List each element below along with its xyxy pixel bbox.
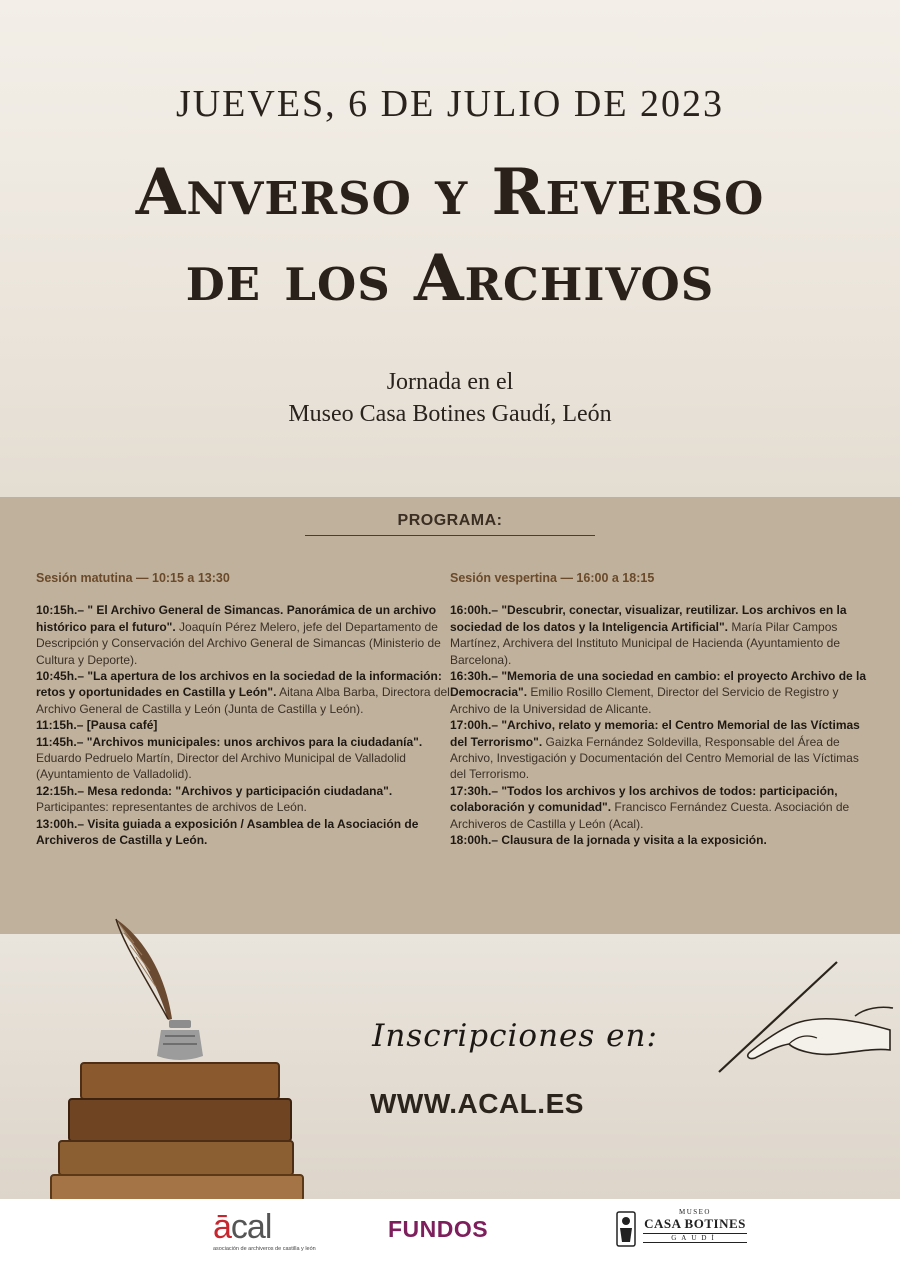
programme-item-title: 16:30h.– "Memoria de una sociedad en cambio: el proyecto Archivo de la Democracia". bbox=[450, 669, 867, 700]
acal-logo-subtitle: asociación de archiveros de castilla y león bbox=[213, 1246, 316, 1252]
event-subtitle bbox=[0, 366, 900, 430]
programme-item bbox=[36, 783, 456, 816]
afternoon-items bbox=[450, 602, 872, 848]
event-date: JUEVES, 6 DE JULIO DE 2023 bbox=[175, 83, 725, 125]
programme-divider bbox=[305, 535, 595, 536]
programme-item-title: 11:45h.– "Archivos municipales: unos archivos para la ciudadanía". bbox=[36, 734, 423, 749]
books-illustration bbox=[50, 1050, 310, 1200]
programme-item bbox=[450, 783, 872, 832]
programme-item-detail: María Pilar Campos Martínez, Archivera del Instituto Municipal de Hacienda (Ayuntamiento de Barcelona). bbox=[450, 619, 840, 667]
registration-label: Inscripciones en: bbox=[372, 1018, 658, 1054]
acal-logo bbox=[213, 1208, 316, 1256]
programme-item-detail: Aitana Alba Barba, Directora del Archivo General de Castilla y León (Junta de Castilla y León). bbox=[36, 685, 450, 716]
programme-item bbox=[36, 668, 456, 717]
programme-item bbox=[36, 734, 456, 783]
book-icon bbox=[50, 1174, 304, 1202]
programme-item bbox=[450, 602, 872, 668]
programme-item bbox=[36, 816, 456, 849]
programme-item-title: 12:15h.– Mesa redonda: "Archivos y participación ciudadana". bbox=[36, 783, 393, 798]
museo-gaudi: GAUDÍ bbox=[643, 1233, 747, 1243]
afternoon-session bbox=[450, 570, 872, 849]
writing-hand-icon bbox=[705, 960, 895, 1080]
subtitle-line-2: Museo Casa Botines Gaudí, León bbox=[288, 401, 612, 427]
programme-heading: PROGRAMA: bbox=[397, 512, 503, 529]
programme-item-title: 17:00h.– "Archivo, relato y memoria: el Centro Memorial de las Víctimas del Terrorismo". bbox=[450, 718, 860, 749]
programme-item-title: 17:30h.– "Todos los archivos y los archivos de todos: participación, colaboración y comunidad". bbox=[450, 783, 838, 815]
programme-item-title: 13:00h.– Visita guiada a exposición / Asamblea de la Asociación de Archiveros de Castilla y León. bbox=[36, 816, 419, 848]
programme-item bbox=[450, 717, 872, 783]
morning-items bbox=[36, 602, 456, 848]
programme-item-title: 16:00h.– "Descubrir, conectar, visualizar, reutilizar. Los archivos en la sociedad de los datos y la Inteligencia Artificial". bbox=[450, 603, 847, 634]
morning-session-heading: Sesión matutina — 10:15 a 13:30 bbox=[36, 571, 230, 585]
registration-url-link[interactable]: WWW.ACAL.ES bbox=[370, 1088, 584, 1119]
knight-emblem-icon bbox=[615, 1210, 637, 1248]
programme-item-detail: Eduardo Pedruelo Martín, Director del Archivo Municipal de Valladolid (Ayuntamiento de Valladolid). bbox=[36, 751, 406, 782]
programme-item-detail: Joaquín Pérez Melero, jefe del Departamento de Descripción y Conservación del Archivo General de Simancas (Ministerio de Cultura y Deporte). bbox=[36, 619, 441, 667]
programme-item-title: 10:45h.– "La apertura de los archivos en la sociedad de la información: retos y oportunidades en Castilla y León". bbox=[36, 669, 442, 700]
museo-name: CASA BOTINES bbox=[644, 1216, 746, 1231]
title-line-2: de los Archivos bbox=[185, 241, 715, 316]
fundos-logo: FUNDOS bbox=[388, 1216, 489, 1242]
acal-logo-a: ā bbox=[213, 1208, 231, 1246]
programme-item-detail: Gaizka Fernández Soldevilla, Responsable del Área de Archivo, Investigación y Documentación del Centro Memorial de las Víctimas del Terrorismo. bbox=[450, 734, 859, 782]
book-icon bbox=[80, 1062, 280, 1100]
programme-item-detail: Participantes: representantes de archivos de León. bbox=[36, 800, 307, 815]
programme-item-title: 10:15h.– " El Archivo General de Simancas. Panorámica de un archivo histórico para el futuro". bbox=[36, 603, 437, 634]
acal-logo-text: cal bbox=[230, 1208, 272, 1246]
programme-item bbox=[36, 717, 456, 733]
subtitle-line-1: Jornada en el bbox=[386, 369, 514, 395]
programme-item bbox=[36, 602, 456, 668]
museo-label: MUSEO bbox=[678, 1208, 711, 1216]
programme-item-title: 11:15h.– [Pausa café] bbox=[36, 718, 158, 733]
title-line-1: Anverso y Reverso bbox=[135, 155, 765, 230]
programme-item-detail: Emilio Rosillo Clement, Director del Servicio de Registro y Archivo de la Universidad de Alicante. bbox=[450, 685, 839, 716]
morning-session bbox=[36, 570, 456, 849]
book-icon bbox=[58, 1140, 294, 1176]
book-icon bbox=[68, 1098, 292, 1142]
programme-item bbox=[450, 832, 872, 848]
programme-item bbox=[450, 668, 872, 717]
programme-item-detail: Francisco Fernández Cuesta. Asociación de Archiveros de Castilla y León (Acal). bbox=[450, 800, 850, 831]
museo-casa-botines-logo bbox=[615, 1208, 745, 1252]
afternoon-session-heading: Sesión vespertina — 16:00 a 18:15 bbox=[450, 571, 655, 585]
programme-item-title: 18:00h.– Clausura de la jornada y visita a la exposición. bbox=[450, 833, 767, 848]
quill-icon bbox=[110, 915, 180, 1025]
event-title bbox=[0, 150, 900, 322]
